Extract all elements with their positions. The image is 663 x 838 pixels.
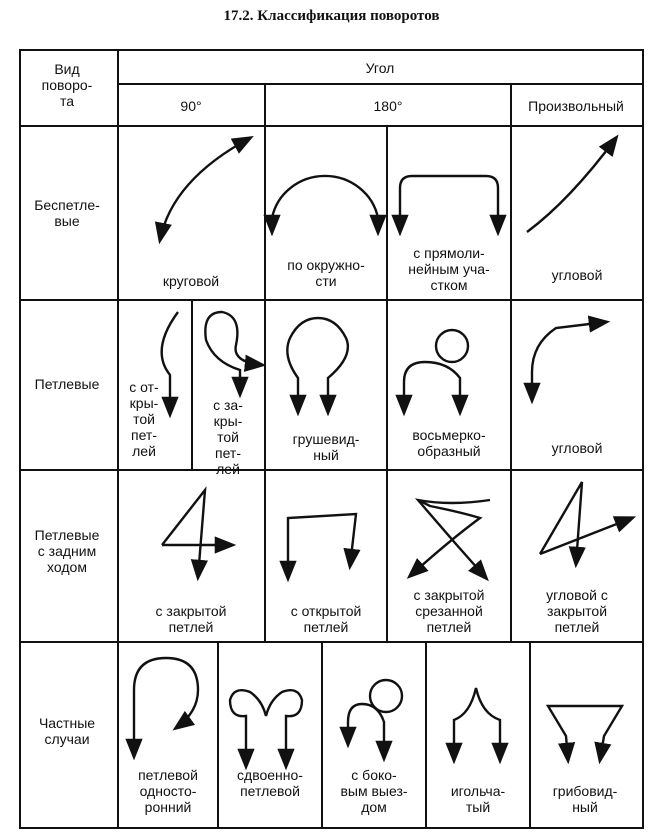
cut-loop-left-icon	[410, 500, 480, 576]
angular-closed-loop-exit-icon	[540, 518, 632, 554]
figure-eight-loop-icon	[436, 330, 468, 362]
caption-open-loop: с от-кры-той пет-лей	[129, 379, 159, 459]
caption-closed-loop-reverse: с закрытой петлей	[155, 603, 227, 635]
type-column-header: Вид поворо-та	[41, 61, 93, 109]
angle-header: Угол	[365, 60, 395, 76]
semicircle-turn-icon	[272, 176, 378, 232]
side-exit-turn-icon	[348, 704, 384, 758]
angle-arbitrary-header: Произвольный	[528, 98, 624, 114]
caption-angular-closed-loop: угловой с закрытой петлей	[546, 587, 608, 635]
straight-section-turn-icon	[400, 176, 498, 232]
row-label-loop-reverse: Петлевые с задним ходом	[34, 527, 100, 575]
angle-90-header: 90°	[180, 98, 202, 114]
one-sided-loop-turn-icon	[134, 658, 198, 756]
closed-loop-turn-icon	[205, 312, 262, 394]
caption-circular: круговой	[162, 273, 220, 289]
page-title: 17.2. Классификация поворотов	[223, 8, 440, 24]
figure-eight-turn-icon	[404, 362, 460, 412]
mushroom-turn-icon	[548, 706, 622, 760]
caption-closed-loop: с за-кры-той пет-лей	[213, 397, 243, 477]
header-group	[42, 60, 624, 114]
angular-loop-turn-icon	[532, 322, 606, 400]
side-exit-loop-icon	[370, 680, 402, 712]
pear-turn-icon	[287, 318, 348, 412]
caption-side-exit: с боко-вым выез-дом	[340, 767, 408, 815]
row-label-loop: Петлевые	[34, 376, 100, 392]
needle-turn-icon	[454, 688, 500, 760]
caption-straight-section: с прямоли-нейным уча-стком	[408, 245, 490, 293]
caption-open-loop-reverse: с открытой петлей	[290, 603, 362, 635]
angular-turn-icon	[527, 138, 616, 232]
caption-mushroom: грибовид-ный	[552, 783, 618, 815]
open-loop-reverse-turn-icon	[288, 514, 356, 578]
caption-double-loop: сдвоенно-петлевой	[237, 767, 303, 799]
caption-angular-loop: угловой	[551, 440, 603, 456]
caption-needle: игольча-тый	[450, 783, 506, 815]
row-labels	[34, 197, 100, 747]
caption-circle: по окружно-сти	[287, 257, 365, 289]
caption-pear: грушевид-ный	[292, 431, 360, 463]
closed-loop-reverse-turn-icon	[162, 490, 205, 577]
caption-angular: угловой	[551, 267, 603, 283]
caption-one-sided-loop: петлевой односто-ронний	[138, 767, 198, 815]
open-loop-turn-icon	[162, 312, 178, 414]
row-label-loopless: Беспетле-вые	[34, 197, 100, 229]
caption-figure-eight: восьмерко-образный	[412, 427, 486, 459]
angle-180-header: 180°	[373, 98, 403, 114]
caption-cut-loop: с закрытой срезанной петлей	[413, 587, 485, 635]
double-loop-turn-icon	[230, 690, 302, 766]
row-label-special: Частные случаи	[38, 715, 96, 747]
circular-turn-icon	[160, 138, 250, 240]
